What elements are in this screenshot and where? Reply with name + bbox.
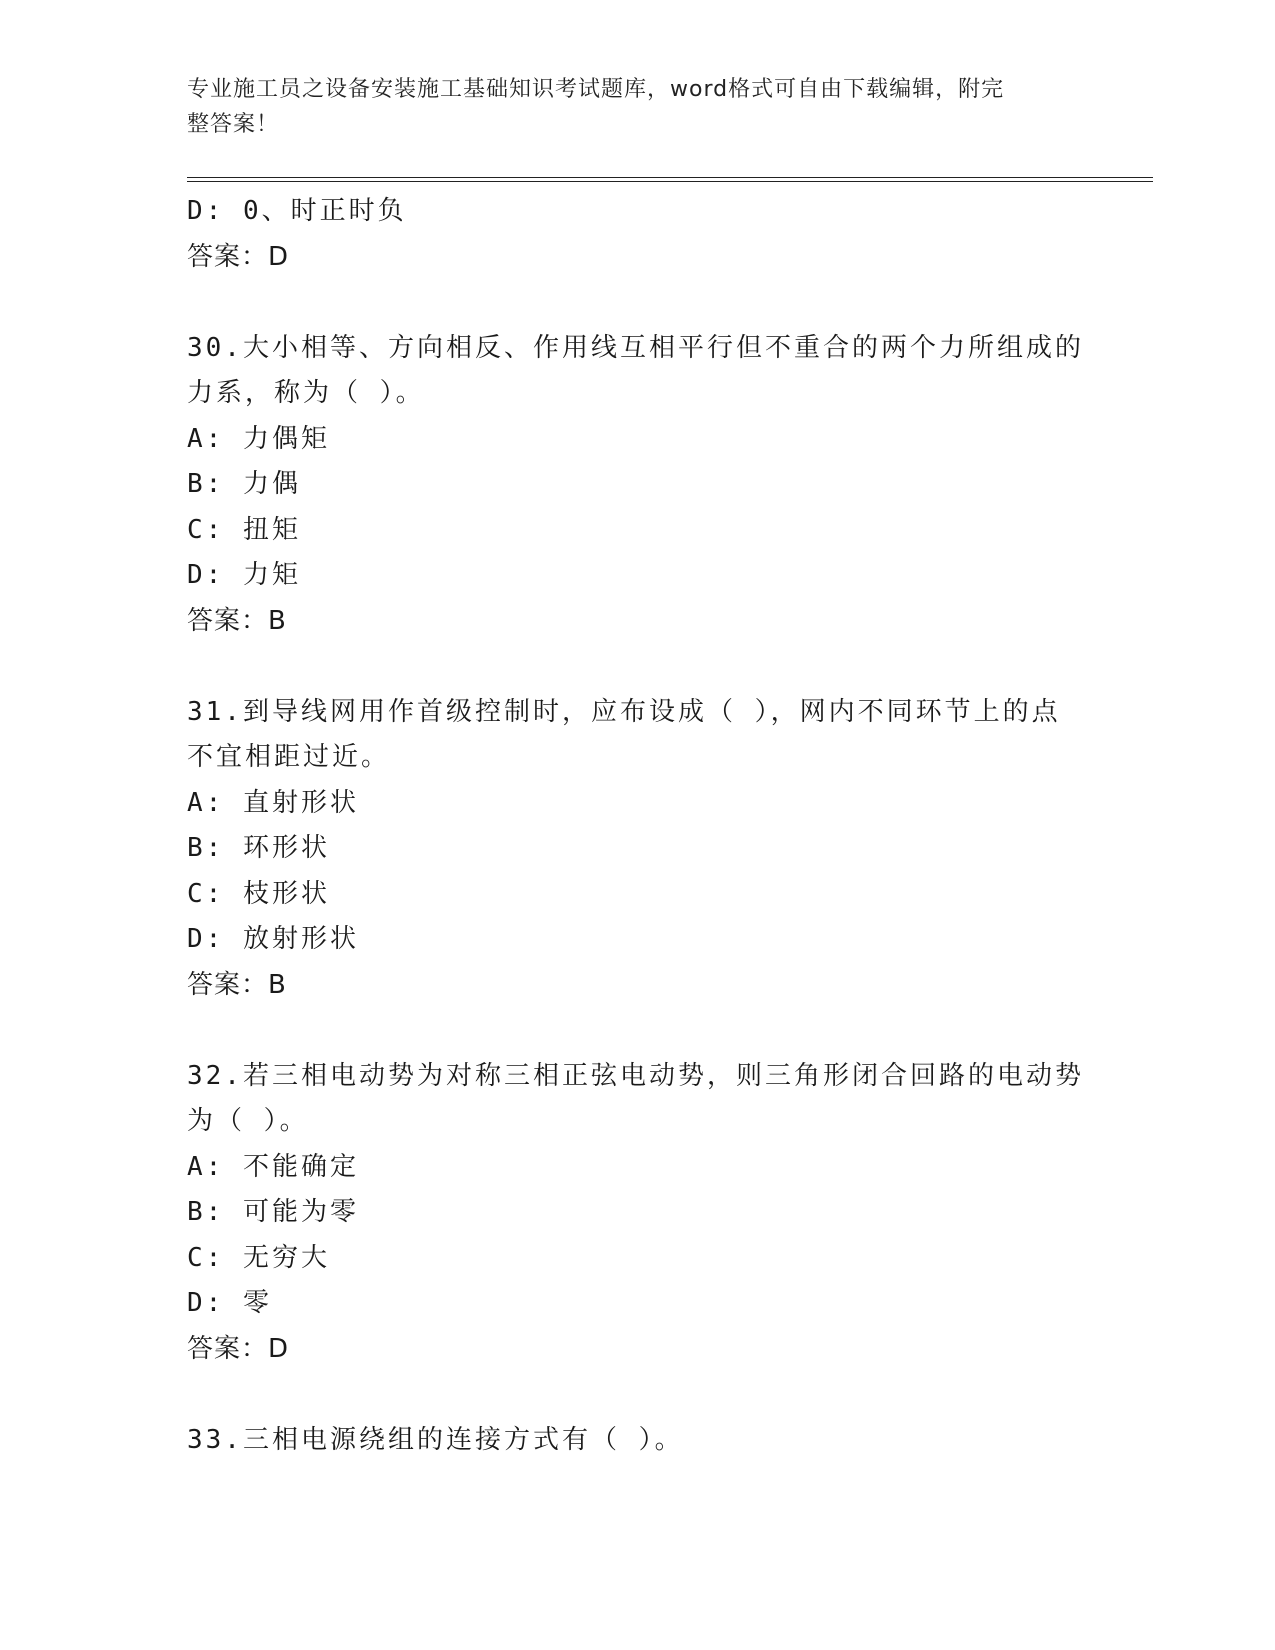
option-d: D: 力矩 [187, 560, 301, 590]
option-d: D: 零 [187, 1288, 272, 1318]
question-stem: 30.大小相等、方向相反、作用线互相平行但不重合的两个力所组成的 [187, 332, 1084, 363]
option-b: B: 环形状 [187, 833, 330, 863]
question-stem-continued: 力系，称为（ ）。 [187, 378, 425, 408]
header-divider [187, 177, 1153, 178]
option-c: C: 无穷大 [187, 1242, 330, 1273]
answer: 答案：D [187, 241, 290, 272]
option-b: B: 可能为零 [187, 1197, 359, 1227]
question-32 [187, 1054, 1087, 1373]
previous-question-tail [187, 189, 1087, 280]
option-a: A: 直射形状 [187, 787, 359, 818]
option-d: D: 放射形状 [187, 924, 359, 954]
option-d: D: 0、时正时负 [187, 196, 407, 226]
option-c: C: 扭矩 [187, 514, 301, 545]
answer: 答案：B [187, 605, 287, 636]
question-stem: 33.三相电源绕组的连接方式有（ ）。 [187, 1424, 684, 1455]
question-33 [187, 1418, 1087, 1464]
option-a: A: 力偶矩 [187, 423, 330, 454]
header-line-1: 专业施工员之设备安装施工基础知识考试题库，word格式可自由下载编辑，附完 [187, 77, 1005, 102]
question-stem-continued: 为（ ）。 [187, 1106, 309, 1136]
document-header [187, 72, 1067, 142]
question-31 [187, 690, 1087, 1009]
header-divider-secondary [187, 181, 1153, 182]
answer: 答案：D [187, 1333, 290, 1364]
question-30 [187, 326, 1087, 645]
option-c: C: 枝形状 [187, 878, 330, 909]
option-b: B: 力偶 [187, 469, 301, 499]
option-a: A: 不能确定 [187, 1151, 359, 1182]
question-content [187, 189, 1087, 1463]
question-stem: 31.到导线网用作首级控制时，应布设成（ ），网内不同环节上的点 [187, 696, 1061, 727]
answer: 答案：B [187, 969, 287, 1000]
header-line-2: 整答案！ [187, 112, 280, 137]
question-stem: 32.若三相电动势为对称三相正弦电动势，则三角形闭合回路的电动势 [187, 1060, 1084, 1091]
question-stem-continued: 不宜相距过近。 [187, 742, 391, 772]
